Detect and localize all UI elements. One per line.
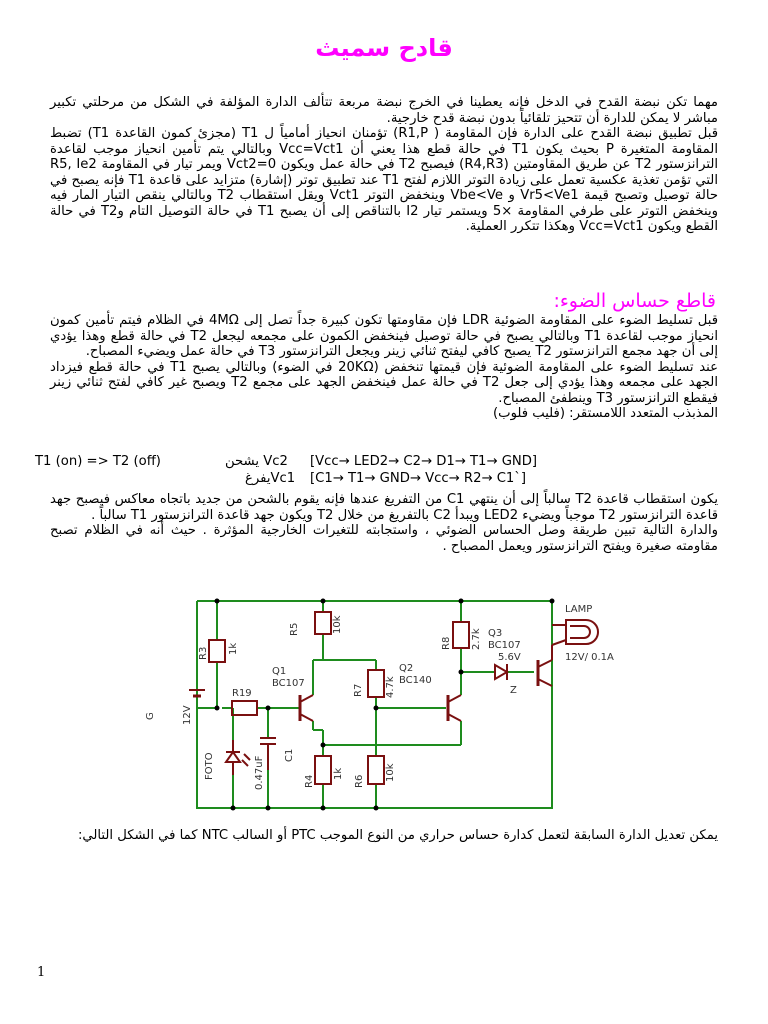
- c1-label: C1: [284, 748, 295, 762]
- paragraph: يكون استقطاب قاعدة T2 سالباً إلى أن ينتهي C1 من التفريغ عندها فإنه يقوم بالشحن من جديد باتجاه معاكس فيصبح جهد قاعدة الترانزستور T2 موجباً ويضيء LED2 ويبدأ C2 بالتفريغ من خلال T2 ويكون جهد قاعدة الترانزستور T1 سالباً .: [50, 492, 718, 523]
- r5-value: 10k: [332, 615, 343, 634]
- q1-type: BC107: [272, 678, 305, 689]
- r8-label: R8: [441, 636, 452, 650]
- r7-label: R7: [353, 683, 364, 697]
- r3-value: 1k: [228, 642, 239, 655]
- paragraph: المذبذب المتعدد اللامستقر: (فليب فلوب): [493, 406, 718, 421]
- r8-resistor: [453, 622, 469, 648]
- light-arrow: [242, 760, 248, 766]
- lamp-icon: [566, 620, 598, 644]
- equation-chain: [Vcc→ LED2→ C2→ D1→ T1→ GND]: [310, 454, 538, 469]
- lamp-rating-label: 12V/ 0.1A: [565, 652, 614, 663]
- light-arrow: [244, 754, 250, 760]
- zener-diode: [495, 665, 507, 679]
- equation-state: T1 (on) => T2 (off): [35, 454, 161, 469]
- r19-label: R19: [232, 688, 252, 699]
- lamp-label: LAMP: [565, 604, 593, 615]
- battery-value: 12V: [182, 705, 193, 725]
- r6-value: 10k: [385, 763, 396, 782]
- r7-value: 4.7k: [385, 676, 396, 698]
- r6-label: R6: [354, 774, 365, 788]
- r4-resistor: [315, 756, 331, 784]
- q3-emitter: [538, 679, 552, 686]
- battery-label: G: [145, 712, 156, 720]
- r3-resistor: [209, 640, 225, 662]
- q2-collector: [448, 695, 461, 702]
- foto-label: FOTO: [204, 752, 215, 780]
- r7-resistor: [368, 670, 384, 697]
- paragraph: قبل تسليط الضوء على المقاومة الضوئية LDR فإن مقاومتها تكون كبيرة جداً تصل إلى 4MΩ في الظلام فيتم تأمين كمون انحياز موجب لقاعدة T1 وبالتالي يصبح في حالة توصيل فينخفض الكمون على مجمعه ليجعل T2 في حالة قطع وهذا يؤدي إلى أن جهد مجمع الترانزستور T2 يصبح كافي ليفتح ثنائي زينر ويجعل الترانزستور T3 في حالة عمل ويضيء المصباح.: [50, 313, 719, 359]
- q3-collector: [538, 660, 552, 667]
- lamp-filament: [570, 626, 590, 638]
- q1-label: Q1: [272, 666, 287, 677]
- closing-text: [50, 828, 718, 844]
- q3-label: Q3: [488, 628, 503, 639]
- page-title: قادح سميث: [315, 34, 453, 62]
- r6-resistor: [368, 756, 384, 784]
- q1-collector: [300, 695, 313, 702]
- q2-label: Q2: [399, 663, 414, 674]
- paragraph: يمكن تعديل الدارة السابقة لتعمل كدارة حساس حراري من النوع الموجب PTC أو السالب NTC كما في الشكل التالي:: [77, 828, 718, 843]
- photo-diode: [226, 752, 240, 762]
- zener-value: 5.6V: [498, 652, 521, 663]
- c1-value: 0.47uF: [254, 755, 265, 790]
- paragraph: مهما تكن نبضة القدح في الدخل فإنه يعطينا في الخرج نبضة مربعة تتألف الدارة المؤلفة في الشكل من مرحلتي تكبير مباشر لا يمكن للدارة أن تتحيز تلقائياً بدون نبضة قدح خارجية.: [50, 95, 718, 126]
- r5-resistor: [315, 612, 331, 634]
- q2-type: BC140: [399, 675, 432, 686]
- r8-value: 2.7k: [471, 628, 482, 650]
- equation-action: Vc2 يشحن: [225, 454, 288, 469]
- r3-label: R3: [198, 646, 209, 660]
- q1-emitter: [300, 714, 313, 721]
- r5-label: R5: [289, 622, 300, 636]
- q3-type: BC107: [488, 640, 521, 651]
- paragraph: قبل تطبيق نبضة القدح على الدارة فإن المقاومة ( R1,P) تؤمنان انحياز أمامياً ل T1 (مجزئ كمون القاعدة T1) تضبط المقاومة المتغيرة P بحيث يكون T1 في حالة قطع هذا يعني أن Vcc=Vct1 وبالتالي يتم تأمين انحياز موجب لقاعدة الترانزستور T2 عن طريق المقاومتين (R4,R3) فيصبح T2 في حالة عمل ويكون Vct2=0 ويمر تيار في المقاومة R5, Ie2 التي تؤمن تغذية عكسية تعمل على زيادة التوتر اللازم لفتح T1 عند تطبيق توتر (إشارة) متزايد على قاعدة T1 فإنه يصبح في حالة توصيل وتصبح قيمة Vr5<Ve1 و Vbe<Ve وينخفض التوتر Vct1 ويقل استقطاب T2 وبالتالي ينقص التيار المار فيه وينخفض التوتر على طرفي المقاومة ×5 ويستمر تيار I2 بالتناقص إلى أن يصبح T1 في حالة التوصيل التام وT2 في حالة القطع ويكون Vcc=Vct1 وهكذا تتكرر العملية.: [50, 126, 719, 234]
- q2-emitter: [448, 714, 461, 721]
- r4-value: 1k: [333, 767, 344, 780]
- paragraph: عند تسليط الضوء على المقاومة الضوئية فإن قيمتها تنخفض (20KΩ في الضوء) وبالتالي يصبح T1 في حالة قطع فيزداد الجهد على مجمعه وهذا يؤدي إلى جعل T2 في حالة عمل فينخفض الجهد على مجمع T2 ويصبح غير كافي لفتح ثنائي زينر فيقطع الترانزستور T3 وينطفئ المصباح.: [50, 359, 718, 406]
- paragraph: والدارة التالية تبين طريقة وصل الحساس الضوئي ، واستجابته للتغيرات الخارجية المؤثرة . حيث أنه في الظلام تصبح مقاومته صغيرة ويفتح الترانزستور ويعمل المصباح .: [50, 523, 718, 554]
- equation-action: Vc1يفرغ: [245, 471, 296, 486]
- page-number: 1: [37, 965, 46, 980]
- equation-chain: [C1→ T1→ GND→ Vcc→ R2→ C1`]: [310, 471, 527, 486]
- r4-label: R4: [304, 774, 315, 788]
- section-title: قاطع حساس الضوء:: [553, 290, 716, 312]
- r19-resistor: [232, 701, 257, 715]
- zener-label: Z: [510, 685, 517, 696]
